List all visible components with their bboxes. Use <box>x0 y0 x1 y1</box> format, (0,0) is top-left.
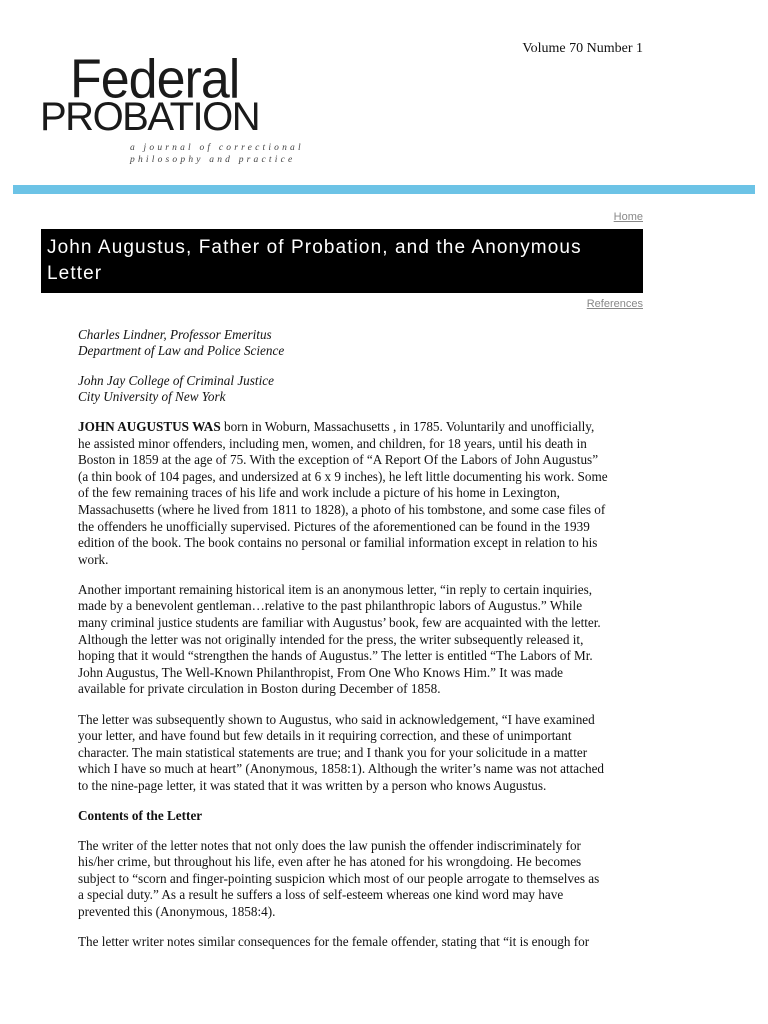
author-department: Department of Law and Police Science <box>78 343 285 358</box>
journal-logo <box>40 48 320 166</box>
paragraph-1 <box>78 419 608 568</box>
paragraph-5: The letter writer notes similar consequences for the female offender, stating that “it is enough for <box>78 934 590 950</box>
affiliation-block <box>78 373 608 405</box>
paragraph-4: The writer of the letter notes that not only does the law punish the offender indiscriminately for his/her crime, but throughout his life, even after he has atoned for his wrongdoing. He becomes subject to “scorn and finger-pointing suspicion which most of our people arrogate to themselves as a special duty.” As a result he suffers a loss of self-esteem whereas one kind word may have prevented this (Anonymous, 1858:4). <box>78 837 600 919</box>
logo-probation: PROBATION <box>40 95 260 139</box>
volume-number: Volume 70 Number 1 <box>522 41 643 56</box>
author-block <box>78 327 608 359</box>
section-heading: Contents of the Letter <box>78 807 203 823</box>
tagline-line-2: philosophy and practice <box>130 155 296 165</box>
paragraph-1-text: born in Woburn, Massachusetts , in 1785. Voluntarily and unofficially, he assisted minor offenders, including men, women, and children, for 18 years, until his death in Boston in 1859 at the age of 75. With the exception of “A Report Of the Labors of John Augustus” (a thin book of 104 pages, and undersized at 6 x 9 inches), he left little documenting his work. Some of the few remaining traces of his life and work include a picture of his home in Lexington, Massachusetts (where he lived from 1811 to 1828), a photo of his tombstone, and some case files of the offenders he unofficially supervised. Pictures of the aforementioned can be found in the 1939 edition of the book. The book contains no personal or familial information except in relation to his work. <box>78 419 608 567</box>
paragraph-2: Another important remaining historical item is an anonymous letter, “in reply to certain inquiries, made by a benevolent gentleman…relative to the past philanthropic labors of Augustus.” While many criminal justice students are familiar with Augustus’ book, few are acquainted with the letter. Although the letter was not originally intended for the press, the writer subsequently released it, hoping that it would “strengthen the hands of Augustus.” The letter is entitled “The Labors of Mr. John Augustus, The Well-Known Philanthropist, From One Who Knows Him.” It was made available for private circulation in Boston during December of 1858. <box>78 581 601 697</box>
logo-federal: Federal <box>70 48 240 111</box>
article-body <box>78 327 608 964</box>
home-link[interactable]: Home <box>613 211 643 223</box>
article-title: John Augustus, Father of Probation, and the Anonymous Letter <box>41 229 643 293</box>
logo-tagline <box>130 142 320 166</box>
affiliation-university: City University of New York <box>78 389 226 404</box>
references-link[interactable]: References <box>586 298 643 310</box>
paragraph-3: The letter was subsequently shown to Augustus, who said in acknowledgement, “I have examined your letter, and have found but few details in it requiring correction, and these of unimportant character. The main statistical statements are true; and I thank you for your solicitude in a matter which I have so much at heart” (Anonymous, 1858:1). Although the writer’s name was not attached to the nine-page letter, it was stated that it was written by a person who knows Augustus. <box>78 711 605 793</box>
paragraph-lead-in: JOHN AUGUSTUS WAS <box>78 419 221 434</box>
header-divider <box>13 185 755 194</box>
affiliation-college: John Jay College of Criminal Justice <box>78 373 274 388</box>
tagline-line-1: a journal of correctional <box>130 143 304 153</box>
author-name: Charles Lindner, Professor Emeritus <box>78 327 272 342</box>
